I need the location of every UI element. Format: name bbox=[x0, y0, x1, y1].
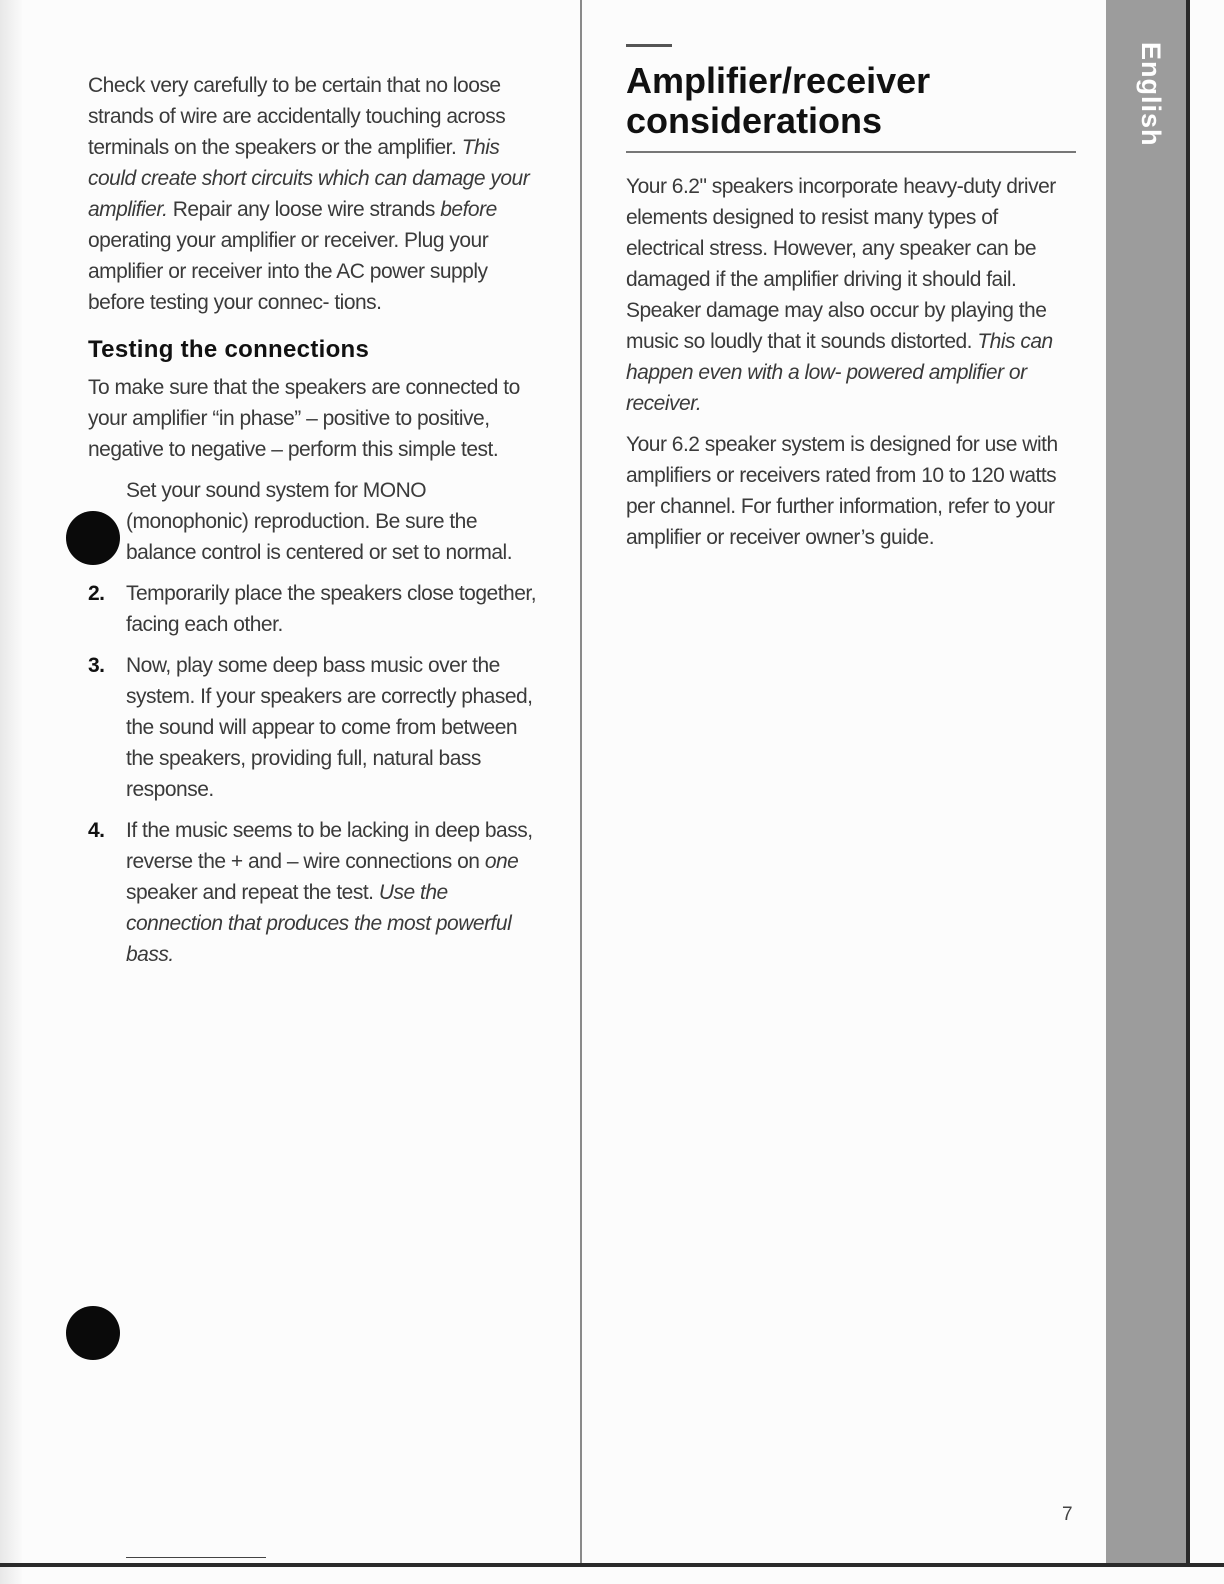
step-number: 3. bbox=[88, 654, 105, 677]
intro-paragraph: Check very carefully to be certain that no loose strands of wire are accidentally touching across terminals on the speakers or the amplifier. This could create short circuits which can damage your amplifier. Repair any loose wire strands before operating your amplifier or receiver. Plug your amplifier or receiver into the AC power supply before testing your connec- tions. bbox=[88, 74, 530, 314]
step-text: Now, play some deep bass music over the system. If your speakers are correctly phased, the sound will appear to come from between the speakers, providing full, natural bass response. bbox=[126, 654, 533, 801]
test-steps-list bbox=[88, 475, 540, 970]
language-side-tab bbox=[1106, 0, 1186, 1563]
section-heading: Testing the connections bbox=[88, 336, 370, 363]
binder-hole bbox=[66, 1306, 120, 1360]
bottom-rule bbox=[126, 1557, 266, 1558]
right-column bbox=[626, 44, 1076, 563]
section-intro: To make sure that the speakers are connected to your amplifier “in phase” – positive to positive, negative to negative – perform this simple test. bbox=[88, 376, 520, 461]
left-column bbox=[88, 70, 540, 980]
list-item bbox=[88, 475, 540, 568]
title-accent-rule bbox=[626, 44, 672, 47]
list-item bbox=[88, 815, 540, 970]
list-item bbox=[88, 650, 540, 805]
page-number: 7 bbox=[1062, 1504, 1073, 1525]
scan-edge-bottom bbox=[0, 1563, 1224, 1567]
step-number bbox=[88, 475, 126, 568]
step-text: Set your sound system for MONO (monophonic) reproduction. Be sure the balance control is centered or set to normal. bbox=[126, 479, 513, 564]
step-number: 2. bbox=[88, 582, 105, 605]
amplifier-paragraph-1: Your 6.2ʺ speakers incorporate heavy-duty driver elements designed to resist many types of electrical stress. However, any speaker can be damaged if the amplifier driving it should fail. Speaker damage may also occur by playing the music so loudly that it sounds distorted. This can happen even with a low- powered amplifier or receiver. bbox=[626, 175, 1056, 415]
language-tab-label: English bbox=[1136, 42, 1166, 147]
page-gutter-line bbox=[580, 0, 582, 1566]
title-underline bbox=[626, 151, 1076, 153]
page-title: Amplifier/receiver considerations bbox=[626, 60, 931, 141]
step-text: If the music seems to be lacking in deep bass, reverse the + and – wire connections on one speaker and repeat the test. Use the connection that produces the most powerful bass. bbox=[126, 819, 533, 966]
scan-edge-left bbox=[0, 0, 22, 1584]
step-number: 4. bbox=[88, 819, 105, 842]
list-item bbox=[88, 578, 540, 640]
scan-edge-right bbox=[1186, 0, 1190, 1566]
amplifier-paragraph-2: Your 6.2 speaker system is designed for use with amplifiers or receivers rated from 10 to 120 watts per channel. For further information, refer to your amplifier or receiver owner’s guide. bbox=[626, 433, 1058, 549]
step-text: Temporarily place the speakers close together, facing each other. bbox=[126, 582, 537, 636]
